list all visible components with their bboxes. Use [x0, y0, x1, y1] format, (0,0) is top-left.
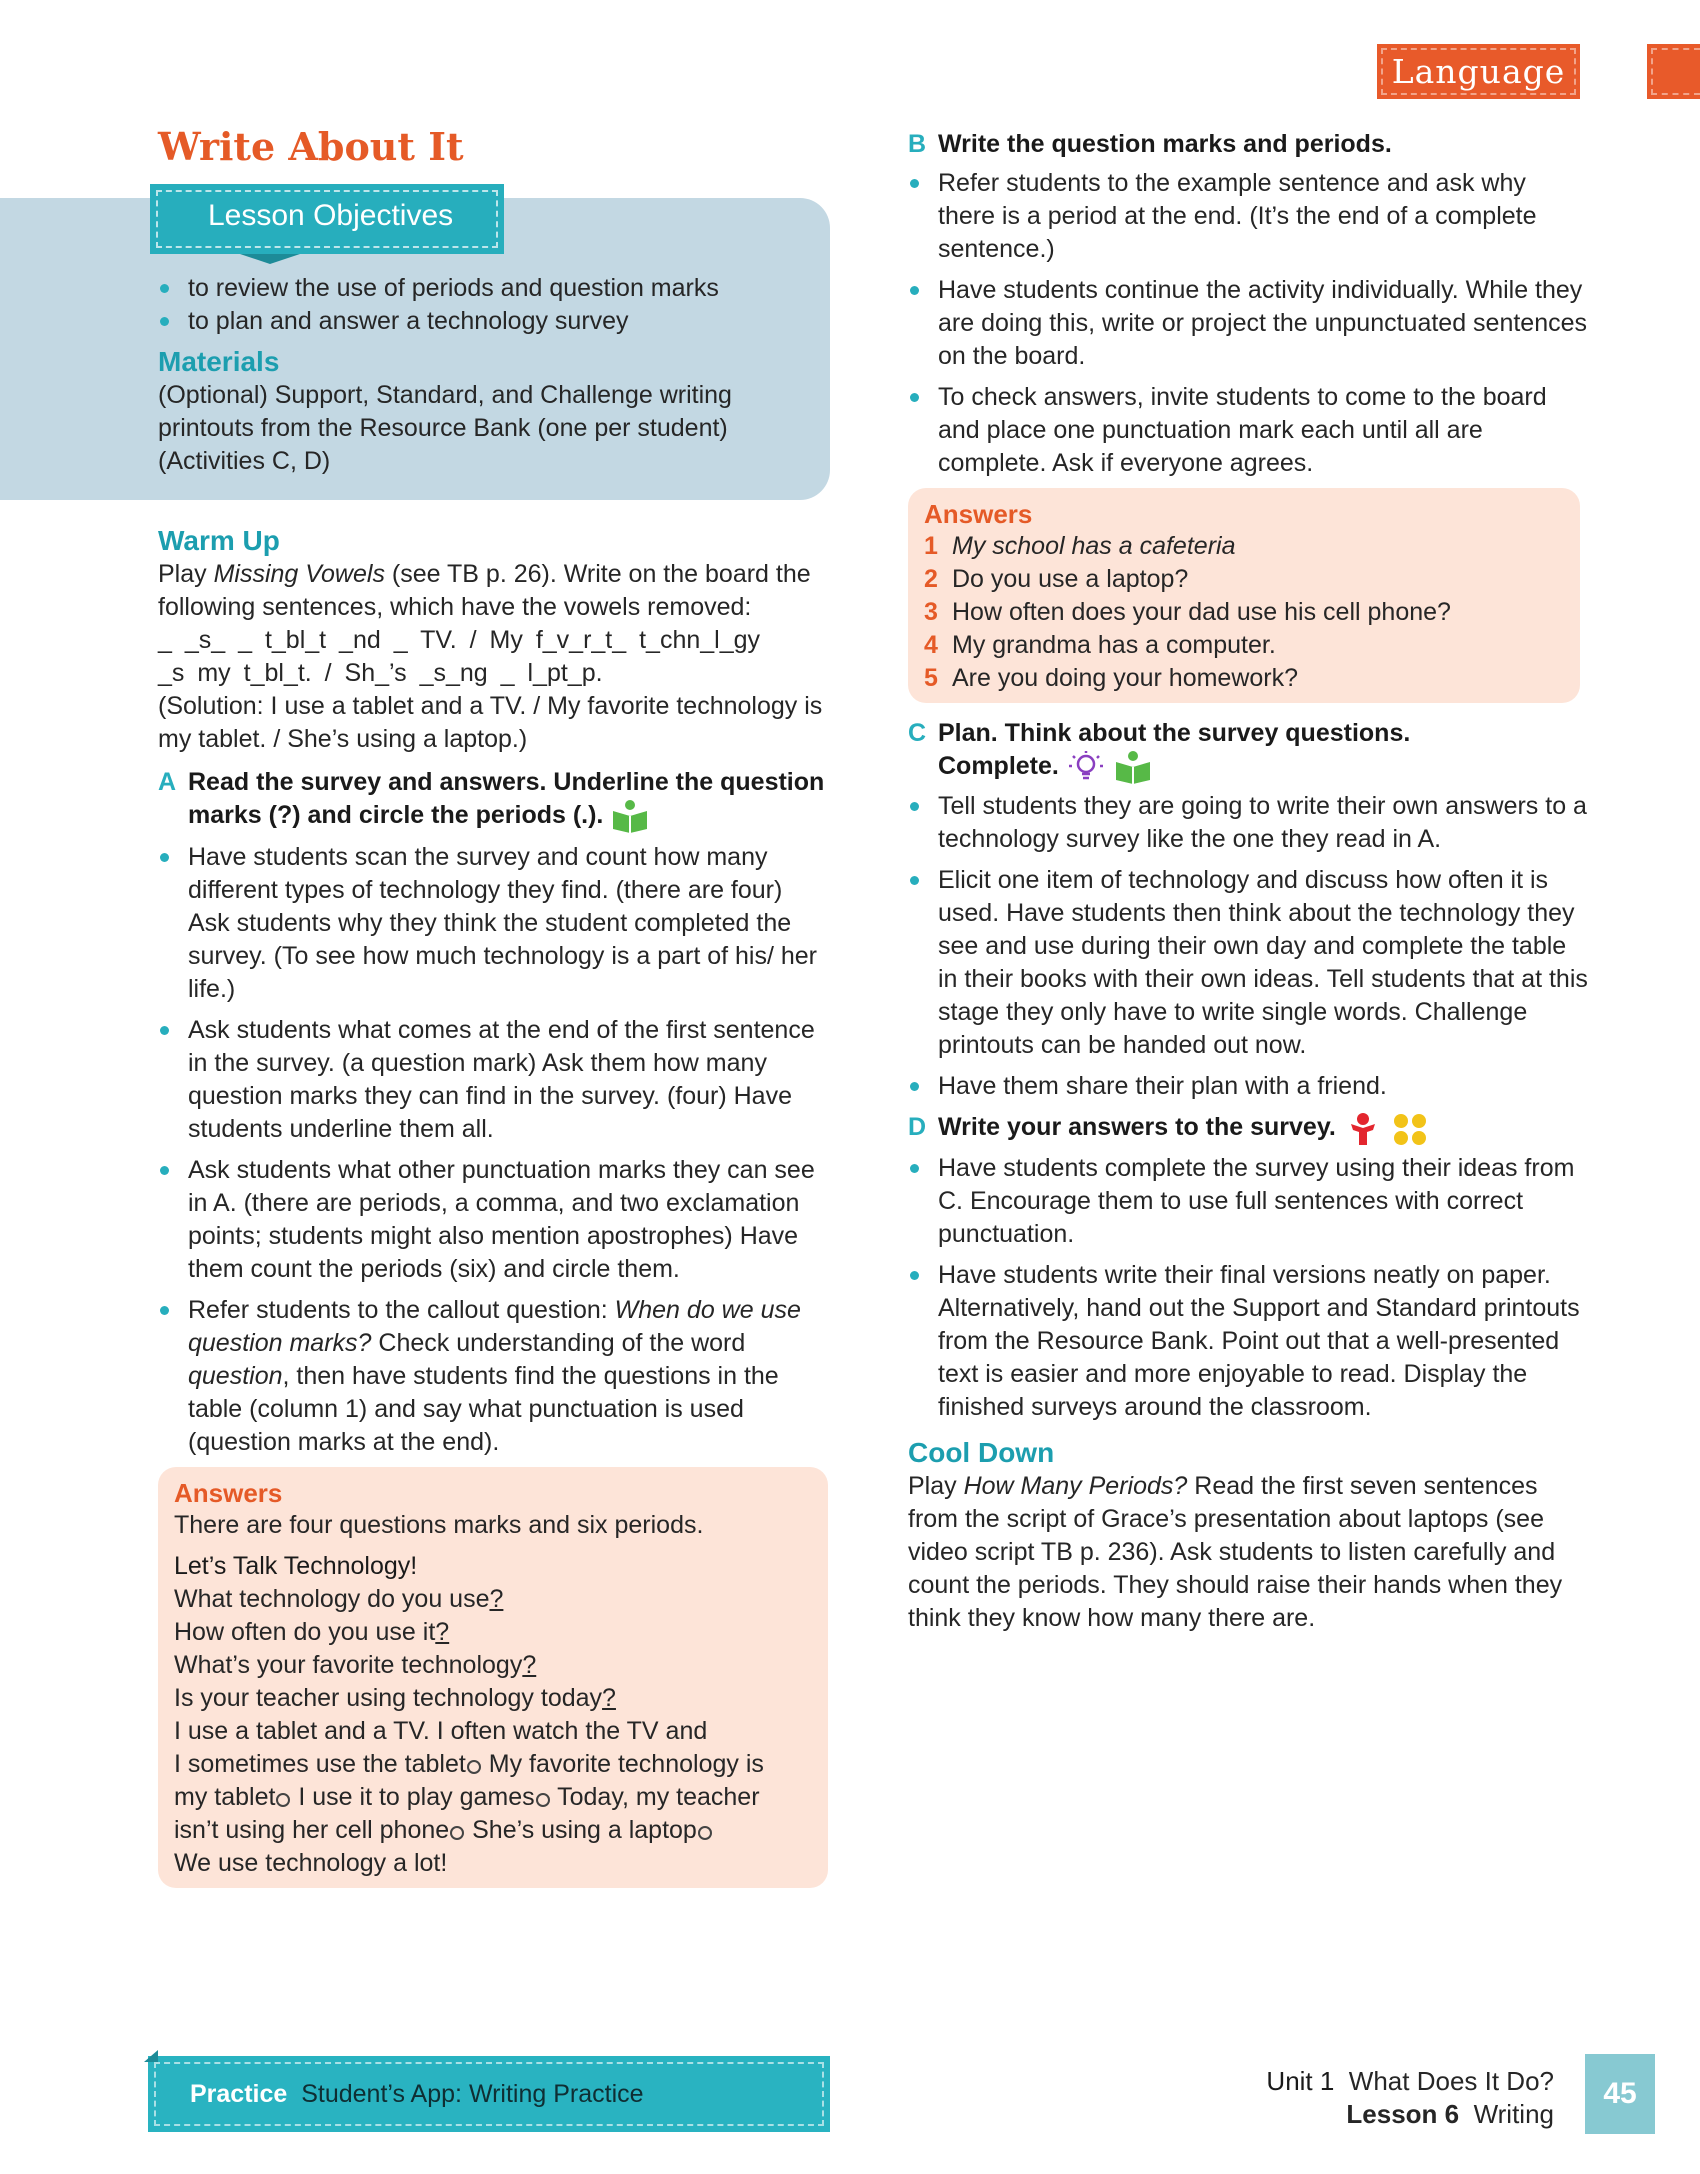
- activity-c-title-line2: [938, 750, 1588, 784]
- survey-question: [174, 1649, 812, 1682]
- page-number: 45: [1585, 2054, 1655, 2134]
- answer-number: 4: [924, 631, 938, 659]
- answer-text: Are you doing your homework?: [952, 664, 1299, 692]
- lesson-label: Lesson 6: [1346, 2099, 1460, 2129]
- callout-text: Refer students to the callout question:: [188, 1296, 615, 1325]
- warm-up-puzzle-line: _s my t_bl_t. / Sh_’s _s_ng _ l_pt_p.: [158, 659, 603, 687]
- circled-period-icon: [467, 1760, 481, 1774]
- survey-answer-line: [174, 1748, 812, 1781]
- activity-b-bullet: Refer students to the example sentence and ask why there is a period at the end. (It’s the end of a complete sentence.): [908, 167, 1588, 266]
- pair-work-icon: [1390, 1112, 1430, 1146]
- survey-question: [174, 1583, 812, 1616]
- survey-question-text: How often do you use it: [174, 1618, 436, 1647]
- cool-down-text: [908, 1470, 1588, 1635]
- cool-down-heading: Cool Down: [908, 1436, 1055, 1468]
- survey-answer-text: isn’t using her cell phone: [174, 1816, 450, 1845]
- underlined-question-mark: ?: [489, 1585, 504, 1614]
- warm-up-puzzle-line: _ _s_ _ t_bl_t _nd _ TV. / My f_v_r_t_ t_chn_l_gy: [158, 626, 761, 654]
- answers-intro: There are four questions marks and six periods.: [174, 1511, 704, 1540]
- activity-d-instruction: [908, 1111, 1588, 1145]
- survey-answer-line: [174, 1781, 812, 1814]
- activity-a-bullet: [158, 1294, 828, 1459]
- footer-unit-info: [1266, 2065, 1554, 2131]
- survey-answer-text: I use a tablet and a TV: [174, 1717, 423, 1746]
- callout-word: question: [188, 1362, 283, 1391]
- survey-answer-text: I often watch the TV and: [429, 1717, 708, 1746]
- answer-number: 3: [924, 598, 938, 626]
- activity-c-bullet: Elicit one item of technology and discuss how often it is used. Have students then think about the technology they see and use during their own day and complete the table in their books with their own ideas. Tell students that at this stage they only have to write single words. Challenge printouts can be handed out now.: [908, 864, 1588, 1062]
- objectives-banner: [150, 184, 504, 254]
- survey-question-text: What’s your favorite technology: [174, 1651, 523, 1680]
- unit-title: What Does It Do?: [1348, 2066, 1554, 2096]
- answer-item: [924, 629, 1564, 662]
- cool-down-text-1: Play: [908, 1471, 964, 1500]
- left-column: [158, 524, 828, 1888]
- objectives-banner-label: Lesson Objectives: [208, 199, 454, 232]
- app-item: Writing Practice: [468, 2080, 644, 2108]
- activity-a-bullet: Ask students what comes at the end of the first sentence in the survey. (a question mark) Ask them how many question marks they can find in the survey. (four) Have students underline them all.: [158, 1014, 828, 1146]
- right-column: [908, 128, 1588, 1635]
- section-tab-label: Language: [1391, 52, 1566, 91]
- activity-c-bullet: Tell students they are going to write their own answers to a technology survey like the one they read in A.: [908, 790, 1588, 856]
- survey-question-text: Is your teacher using technology today: [174, 1684, 603, 1713]
- survey-title: Let’s Talk Technology!: [174, 1552, 418, 1581]
- answer-number: 2: [924, 565, 938, 593]
- activity-a-instruction: [158, 766, 828, 833]
- activity-b-bullet: To check answers, invite students to come to the board and place one punctuation mark each until all are complete. Ask if everyone agrees.: [908, 381, 1588, 480]
- answer-number: 1: [924, 532, 938, 560]
- warm-up-heading: Warm Up: [158, 525, 280, 556]
- activity-b-instruction: [908, 128, 1588, 161]
- activity-d-letter: D: [908, 1113, 927, 1142]
- footer-unit-line: [1266, 2065, 1554, 2098]
- survey-answer-line: [174, 1715, 812, 1748]
- circled-period-icon: [536, 1793, 550, 1807]
- activity-b-letter: B: [908, 130, 927, 158]
- circled-period-icon: [450, 1826, 464, 1840]
- activity-c-bullet: Have them share their plan with a friend.: [908, 1070, 1588, 1103]
- activity-b-bullet: Have students continue the activity individually. While they are doing this, write or project the unpunctuated sentences on the board.: [908, 274, 1588, 373]
- section-tab-language: [1377, 44, 1580, 99]
- activity-d-bullet: Have students write their final versions neatly on paper. Alternatively, hand out the Support and Standard printouts from the Resource Bank. Point out that a well-presented text is easier and more enjoyable to read. Display the finished surveys around the classroom.: [908, 1259, 1588, 1424]
- survey-answer-text: She’s using a laptop: [465, 1816, 697, 1845]
- warm-up-solution: (Solution: I use a tablet and a TV. / My favorite technology is my tablet. / She’s using a laptop.): [158, 692, 823, 753]
- reading-book-icon: [610, 799, 650, 833]
- answers-heading: Answers: [174, 1478, 283, 1509]
- answer-item: [924, 530, 1564, 563]
- objective-item: to plan and answer a technology survey: [158, 305, 828, 338]
- answer-item: [924, 563, 1564, 596]
- individual-work-icon: [1343, 1112, 1383, 1146]
- underlined-question-mark: ?: [522, 1651, 537, 1680]
- activity-b-title: Write the question marks and periods.: [938, 130, 1392, 158]
- survey-answer-text: I use it to play games: [291, 1783, 535, 1812]
- callout-text: , then have students find the questions in the table (column 1) and say what punctuation is used (question marks at the end).: [188, 1362, 779, 1457]
- cool-down-text-2: Read the first seven sentences from the script of Grace’s presentation about laptops (see video script TB p. 236). Ask students to listen carefully and count the periods. They should raise their hands when they think they know how many there are.: [908, 1471, 1563, 1632]
- app-label: Student’s App:: [301, 2080, 462, 2108]
- objective-item: to review the use of periods and question marks: [158, 272, 828, 305]
- page-title: Write About It: [158, 124, 464, 169]
- activity-d-bullet: Have students complete the survey using their ideas from C. Encourage them to use full sentences with correct punctuation.: [908, 1152, 1588, 1251]
- lightbulb-icon: [1066, 750, 1106, 784]
- cool-down-game-name: How Many Periods?: [963, 1471, 1188, 1500]
- circled-period-icon: [276, 1793, 290, 1807]
- materials-text: (Optional) Support, Standard, and Challenge writing printouts from the Resource Bank (one per student) (Activities C, D): [158, 381, 732, 475]
- circled-period-icon: [698, 1826, 712, 1840]
- unit-label: Unit 1: [1266, 2066, 1335, 2096]
- callout-text: Check understanding of the word: [371, 1329, 746, 1358]
- activity-c-title-2: Complete.: [938, 752, 1059, 780]
- answers-heading: Answers: [924, 499, 1033, 529]
- lesson-title: Writing: [1473, 2099, 1554, 2129]
- survey-question: [174, 1682, 812, 1715]
- survey-answer-text: My favorite technology is: [481, 1750, 764, 1779]
- materials-heading: Materials: [158, 346, 280, 377]
- warm-up-game-name: Missing Vowels: [213, 560, 385, 588]
- answer-text: How often does your dad use his cell phone?: [952, 598, 1451, 626]
- footer-lesson-line: [1266, 2098, 1554, 2131]
- answer-number: 5: [924, 664, 938, 692]
- answer-text: My grandma has a computer.: [952, 631, 1276, 659]
- activity-b-answers: [908, 488, 1580, 703]
- survey-answer-text: my tablet: [174, 1783, 276, 1812]
- activity-c-instruction: [908, 717, 1588, 784]
- answer-item: [924, 596, 1564, 629]
- objectives-content: [158, 272, 828, 478]
- answer-item: [924, 662, 1564, 695]
- activity-a-title: Read the survey and answers. Underline the question marks (?) and circle the periods (.).: [188, 768, 825, 829]
- survey-answer-line: We use technology a lot!: [174, 1849, 448, 1878]
- activity-a-bullet: Have students scan the survey and count how many different types of technology they find. (there are four) Ask students why they think the student completed the survey. (To see how much technology is a part of his/ her life.): [158, 841, 828, 1006]
- activity-a-bullet: Ask students what other punctuation marks they can see in A. (there are periods, a comma, and two exclamation points; students might also mention apostrophes) Have them count the periods (six) and circle them.: [158, 1154, 828, 1286]
- survey-answer-text: Today, my teacher: [550, 1783, 760, 1812]
- underlined-question-mark: ?: [435, 1618, 450, 1647]
- survey-answer-line: [174, 1814, 812, 1847]
- survey-answer-text: I sometimes use the tablet: [174, 1750, 466, 1779]
- period-mark: .: [422, 1717, 430, 1746]
- warm-up-intro-text: Play: [158, 560, 214, 588]
- activity-c-title: Plan. Think about the survey questions.: [938, 719, 1411, 747]
- survey-question: [174, 1616, 812, 1649]
- practice-banner[interactable]: [148, 2056, 830, 2132]
- reading-book-icon: [1113, 750, 1153, 784]
- practice-label: Practice: [190, 2080, 288, 2108]
- section-tab-edge: [1647, 44, 1700, 99]
- activity-d-title: Write your answers to the survey.: [938, 1113, 1336, 1142]
- survey-question-text: What technology do you use: [174, 1585, 490, 1614]
- activity-a-letter: A: [158, 768, 177, 796]
- callout-question: When do we use question marks?: [188, 1296, 801, 1358]
- underlined-question-mark: ?: [602, 1684, 616, 1713]
- answer-text: Do you use a laptop?: [952, 565, 1189, 593]
- activity-c-letter: C: [908, 719, 927, 747]
- warm-up-intro: [158, 558, 828, 624]
- warm-up-intro-text-2: (see TB p. 26). Write on the board the following sentences, which have the vowels removed:: [158, 560, 811, 621]
- activity-a-answers: [158, 1467, 828, 1888]
- answer-text: My school has a cafeteria: [952, 532, 1236, 560]
